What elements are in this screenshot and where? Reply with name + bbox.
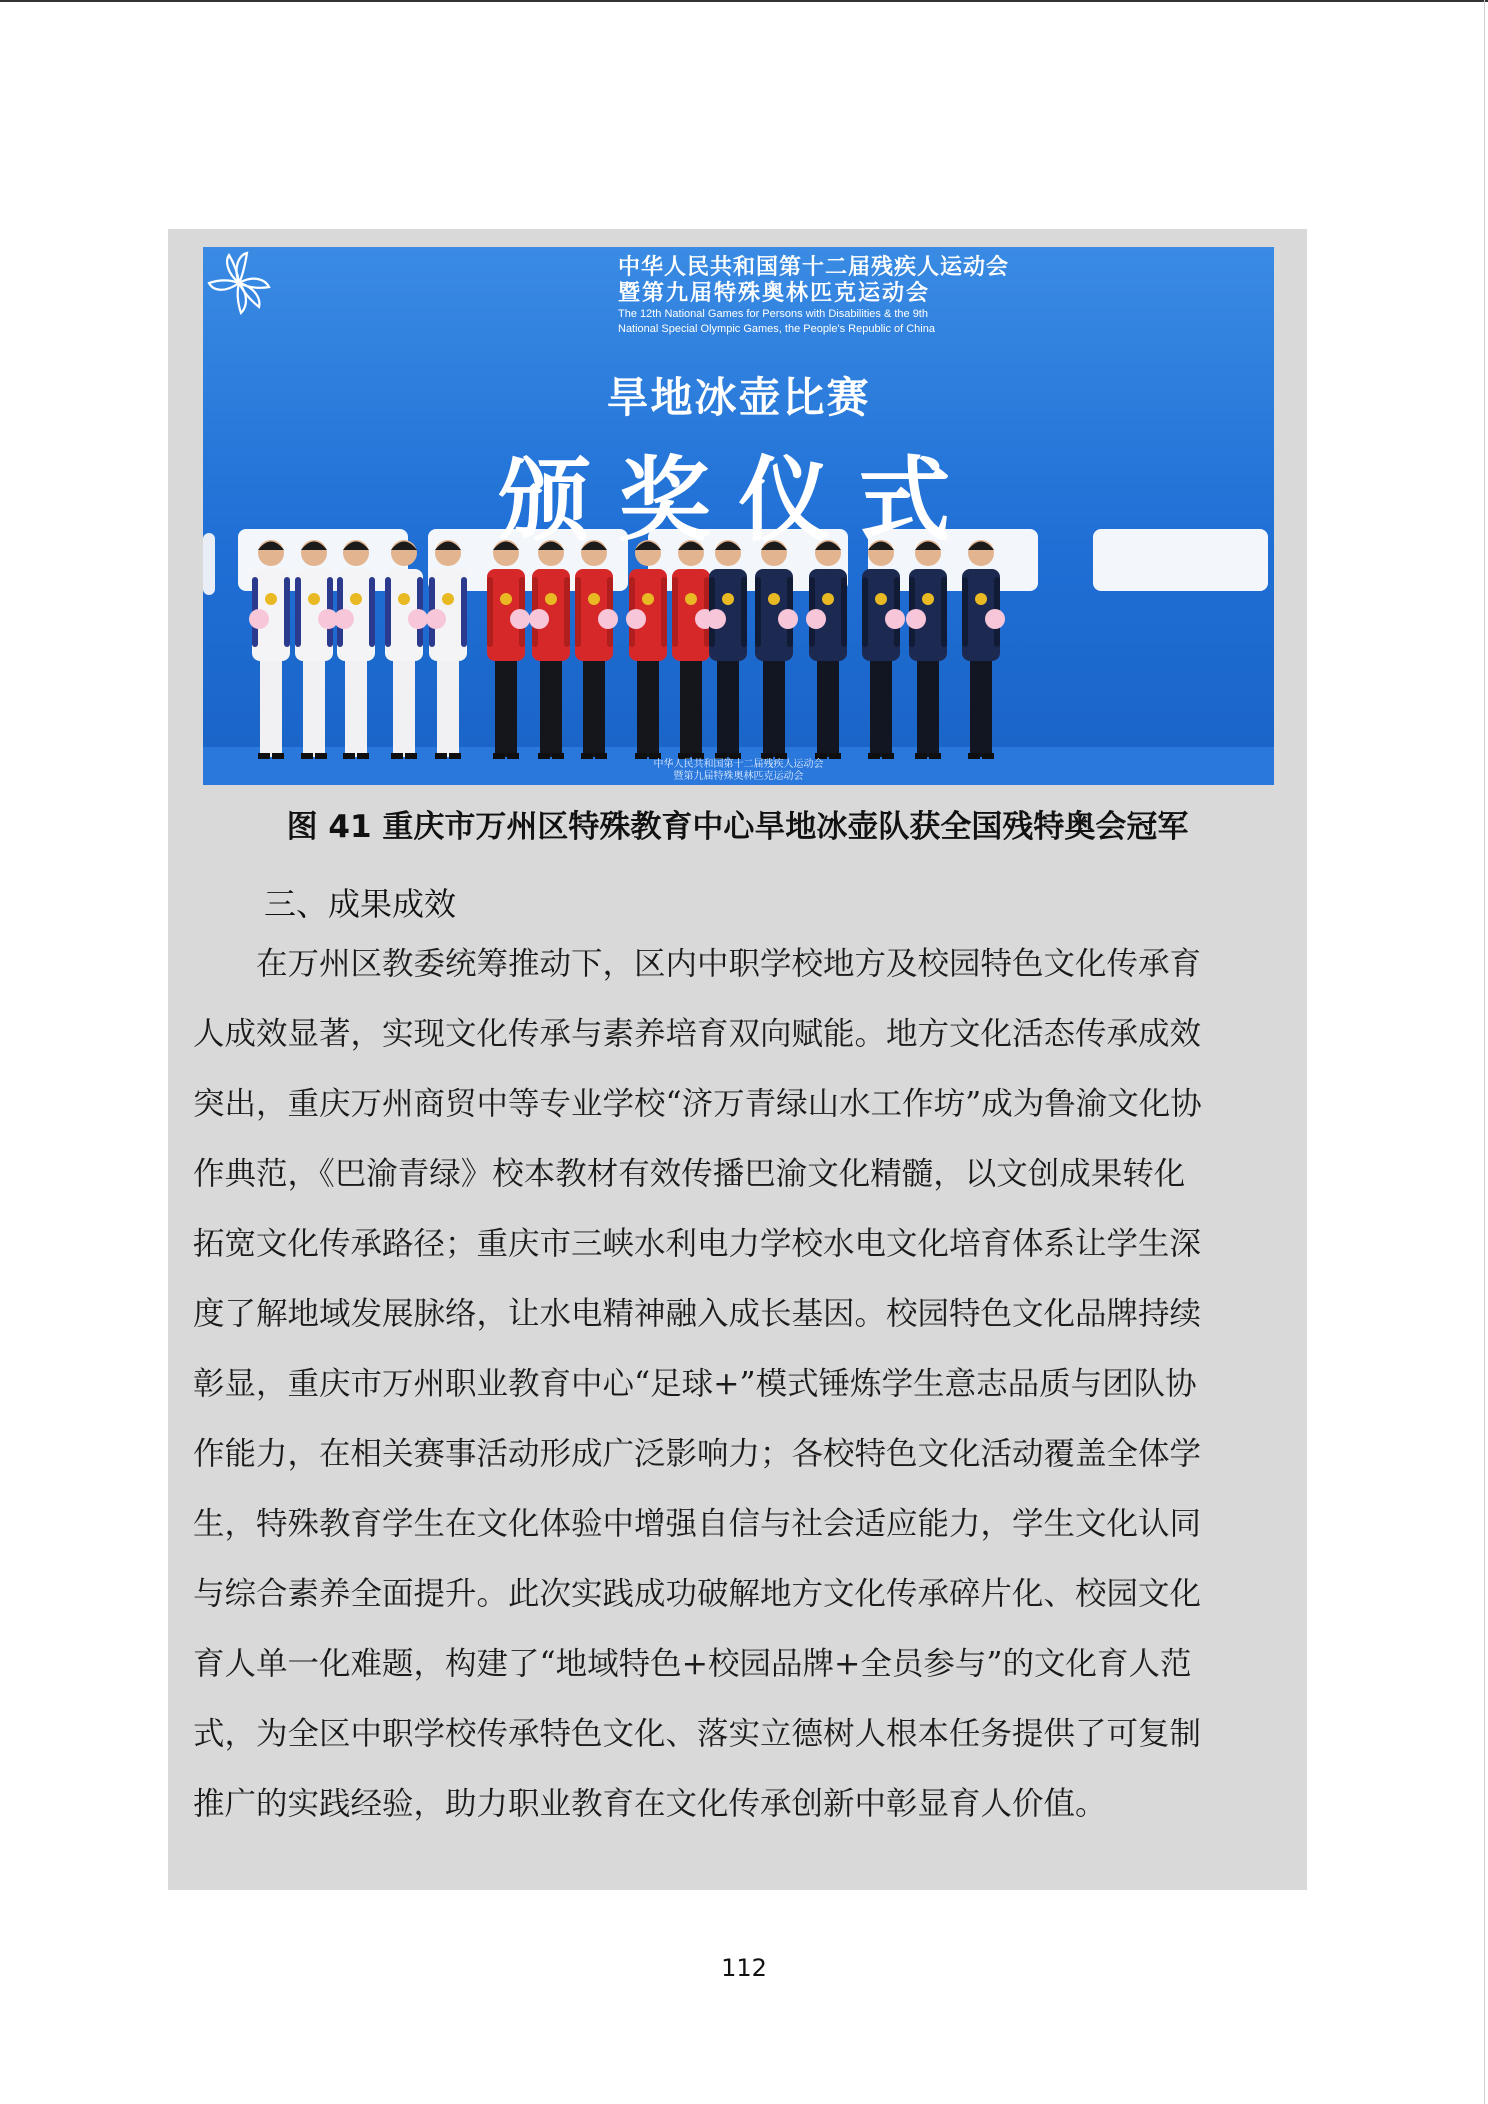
athlete-legs xyxy=(970,652,992,757)
body-line: 生，特殊教育学生在文化体验中增强自信与社会适应能力，学生文化认同 xyxy=(193,1506,1202,1542)
mascot-plush-icon xyxy=(249,609,269,629)
athlete-sleeve xyxy=(672,577,678,647)
games-logo-icon xyxy=(203,247,275,319)
content-panel xyxy=(168,229,1307,1890)
figure-caption: 图 41 重庆市万州区特殊教育中心旱地冰壶队获全国残特奥会冠军 xyxy=(286,809,1189,845)
stage-footer-line1: 中华人民共和国第十二届残疾人运动会 xyxy=(653,759,824,770)
athlete-sleeve xyxy=(741,577,747,647)
body-line: 突出，重庆万州商贸中等专业学校“济万青绿山水工作坊”成为鲁渝文化协 xyxy=(193,1086,1202,1122)
body-line: 度了解地域发展脉络，让水电精神融入成长基因。校园特色文化品牌持续 xyxy=(193,1296,1202,1332)
athlete-legs xyxy=(393,652,415,757)
mascot-plush-icon xyxy=(706,609,726,629)
section-heading: 三、成果成效 xyxy=(264,885,457,923)
medal-icon xyxy=(350,593,362,605)
medal-icon xyxy=(768,593,780,605)
athlete-legs xyxy=(680,652,702,757)
games-title-block xyxy=(618,255,1009,337)
athlete-sleeve xyxy=(487,577,493,647)
athlete-figure xyxy=(249,540,290,759)
mascot-plush-icon xyxy=(806,609,826,629)
games-title-en-line2: National Special Olympic Games, the People's Republic of China xyxy=(618,323,935,335)
athlete-sleeve xyxy=(385,577,391,647)
athlete-figure xyxy=(806,540,847,759)
athlete-figure xyxy=(672,540,715,759)
athlete-sleeve xyxy=(962,577,968,647)
medal-icon xyxy=(265,593,277,605)
medal-icon xyxy=(500,593,512,605)
athlete-figure xyxy=(529,540,570,759)
athlete-figure xyxy=(334,540,375,759)
athlete-figure xyxy=(755,540,798,759)
athlete-figure xyxy=(706,540,747,759)
athlete-sleeve xyxy=(941,577,947,647)
ceremony-title: 颁奖仪式 xyxy=(498,447,979,554)
medal-icon xyxy=(822,593,834,605)
athlete-legs xyxy=(870,652,892,757)
stage-footer-line2: 暨第九届特殊奥林匹克运动会 xyxy=(673,771,804,782)
athlete-figure xyxy=(962,540,1005,759)
medal-icon xyxy=(442,593,454,605)
athlete-legs xyxy=(495,652,517,757)
medal-icon xyxy=(922,593,934,605)
medal-icon xyxy=(642,593,654,605)
medal-icon xyxy=(545,593,557,605)
award-ceremony-photo xyxy=(203,247,1274,785)
games-title-cn-line1: 中华人民共和国第十二届残疾人运动会 xyxy=(618,255,1010,280)
athlete-legs xyxy=(345,652,367,757)
athlete-figure xyxy=(906,540,947,759)
athlete-figure xyxy=(626,540,667,759)
athlete-legs xyxy=(260,652,282,757)
mascot-plush-icon xyxy=(598,609,618,629)
medal-icon xyxy=(398,593,410,605)
body-line: 拓宽文化传承路径；重庆市三峡水利电力学校水电文化培育体系让学生深 xyxy=(193,1226,1202,1262)
athlete-legs xyxy=(763,652,785,757)
athlete-figure xyxy=(487,540,530,759)
body-line: 彰显，重庆市万州职业教育中心“足球+”模式锤炼学生意志品质与团队协 xyxy=(193,1366,1197,1402)
mascot-plush-icon xyxy=(426,609,446,629)
athlete-sleeve xyxy=(369,577,375,647)
games-title-en-line1: The 12th National Games for Persons with Disabilities & the 9th xyxy=(618,308,928,320)
stage-footer-text xyxy=(203,759,1274,783)
athlete-figure xyxy=(295,540,338,759)
athlete-figure xyxy=(385,540,428,759)
mascot-plush-icon xyxy=(510,609,530,629)
mascot-plush-icon xyxy=(626,609,646,629)
section-body xyxy=(193,929,1301,1839)
athlete-legs xyxy=(437,652,459,757)
event-title: 旱地冰壶比赛 xyxy=(606,373,871,422)
athlete-sleeve xyxy=(295,577,301,647)
body-line: 育人单一化难题，构建了“地域特色+校园品牌+全员参与”的文化育人范 xyxy=(193,1646,1192,1682)
medal-icon xyxy=(975,593,987,605)
body-line: 作能力，在相关赛事活动形成广泛影响力；各校特色文化活动覆盖全体学 xyxy=(193,1436,1202,1472)
mascot-plush-icon xyxy=(778,609,798,629)
medal-icon xyxy=(685,593,697,605)
athlete-legs xyxy=(717,652,739,757)
athlete-legs xyxy=(303,652,325,757)
mascot-plush-icon xyxy=(906,609,926,629)
top-border xyxy=(0,0,1488,2)
page-number: 112 xyxy=(721,1954,767,1982)
athlete-figure xyxy=(575,540,618,759)
athlete-legs xyxy=(637,652,659,757)
athlete-sleeve xyxy=(564,577,570,647)
medal-icon xyxy=(308,593,320,605)
athlete-sleeve xyxy=(862,577,868,647)
medal-icon xyxy=(588,593,600,605)
athlete-sleeve xyxy=(661,577,667,647)
body-line: 人成效显著，实现文化传承与素养培育双向赋能。地方文化活态传承成效 xyxy=(193,1016,1202,1052)
mascot-plush-icon xyxy=(529,609,549,629)
athlete-legs xyxy=(917,652,939,757)
athlete-sleeve xyxy=(575,577,581,647)
athlete-figure xyxy=(862,540,905,759)
body-line: 作典范，《巴渝青绿》校本教材有效传播巴渝文化精髓，以文创成果转化 xyxy=(193,1156,1186,1192)
athlete-sleeve xyxy=(461,577,467,647)
athlete-legs xyxy=(583,652,605,757)
mascot-plush-icon xyxy=(885,609,905,629)
mascot-plush-icon xyxy=(334,609,354,629)
mascot-plush-icon xyxy=(985,609,1005,629)
medal-icon xyxy=(722,593,734,605)
mascot-plush-icon xyxy=(408,609,428,629)
body-line: 与综合素养全面提升。此次实践成功破解地方文化传承碎片化、校园文化 xyxy=(193,1576,1202,1612)
athlete-sleeve xyxy=(284,577,290,647)
athlete-legs xyxy=(817,652,839,757)
athlete-sleeve xyxy=(755,577,761,647)
games-title-cn-line2: 暨第九届特殊奥林匹克运动会 xyxy=(618,281,931,306)
athlete-legs xyxy=(540,652,562,757)
body-line: 式，为全区中职学校传承特色文化、落实立德树人根本任务提供了可复制 xyxy=(193,1716,1202,1752)
right-border xyxy=(1484,0,1485,2104)
body-line: 在万州区教委统筹推动下，区内中职学校地方及校园特色文化传承育 xyxy=(193,946,1202,982)
body-line: 推广的实践经验，助力职业教育在文化传承创新中彰显育人价值。 xyxy=(193,1786,1107,1822)
athlete-figure xyxy=(426,540,467,759)
athlete-sleeve xyxy=(841,577,847,647)
medal-icon xyxy=(875,593,887,605)
